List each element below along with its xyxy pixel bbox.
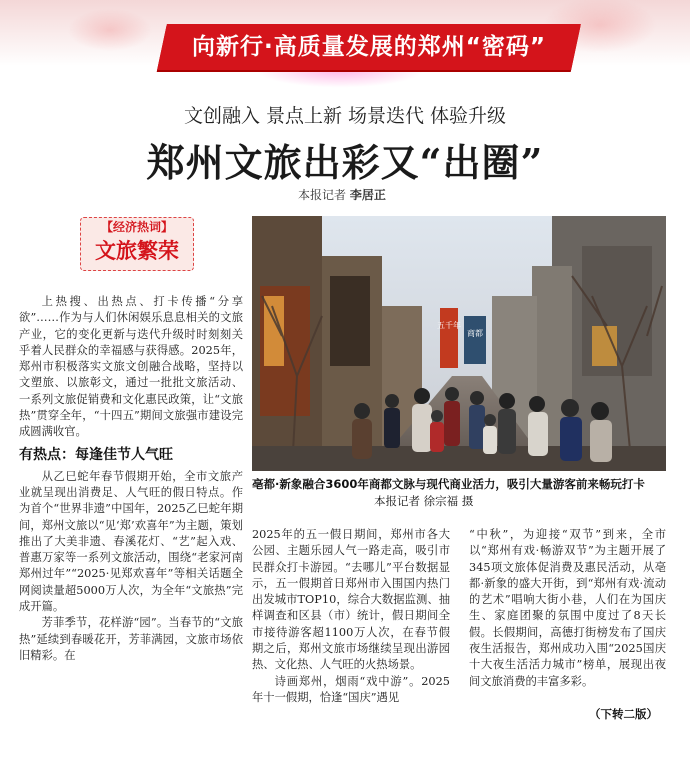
news-photo	[252, 216, 666, 471]
keyword-badge-label: 【经济热词】	[100, 220, 173, 234]
photo-caption	[252, 476, 666, 510]
caption-text: 亳都·新象融合3600年商都文脉与现代商业活力，吸引大量游客前来畅玩打卡	[252, 477, 645, 491]
article-column-1	[19, 294, 243, 664]
article-column-2	[252, 527, 450, 706]
photo-credit: 本报记者 徐宗福 摄	[374, 494, 474, 508]
byline-prefix: 本报记者	[298, 188, 347, 202]
subheadline: 文创融入 景点上新 场景迭代 体验升级	[183, 105, 507, 127]
headline: 郑州文旅出彩又“出圈”	[146, 140, 544, 185]
photo-sign-1: 五千年	[437, 321, 461, 330]
article-column-3	[469, 527, 666, 690]
byline-name: 李居正	[349, 188, 386, 202]
paragraph: 芳菲季节，花样游“园”。当春节的“文旅热”延续到春暖花开，芳菲满园，文旅市场依旧精彩。在	[19, 616, 243, 662]
paragraph: 诗画郑州，烟雨“戏中游”。2025年十一假期，恰逢“国庆”遇见	[252, 674, 450, 704]
paragraph: “中秋”，为迎接“双节”到来，全市以“郑州有戏·畅游双节”为主题开展了345项文旅体促消费及惠民活动，从亳都·新象的盛大开街，到“郑州有戏·流动的艺术”唱响大街小巷，人们在为国庆生、家庭团聚的氛围中度过了8天长假。长假期间，高德打街榜发布了国庆夜生活报告，郑州成功入围“2025国庆十大夜生活活力城市”榜单，展现出夜间文旅消费的丰富多彩。	[469, 528, 666, 688]
banner-title: 向新行·高质量发展的郑州“密码”	[192, 34, 546, 60]
street-scene-illustration	[252, 216, 666, 471]
continued-notice: （下转二版）	[589, 707, 658, 721]
section-heading: 有热点：每逢佳节人气旺	[19, 446, 173, 463]
photo-sign-2: 商都	[467, 329, 483, 338]
paragraph: 2025年的五一假日期间，郑州市各大公园、主题乐园人气一路走高，吸引市民群众打卡游园。“去哪儿”平台数据显示，五一假期首日郑州市入围国内热门出发城市TOP10，综合大数据监测、抽样调查和区县（市）统计，假日期间全市接待游客超1100万人次，在春节假期之后，郑州文旅市场继续呈现出游园热、文化热、人气旺的火热场景。	[252, 528, 450, 672]
keyword-badge-title: 文旅繁荣	[95, 239, 179, 263]
paragraph: 从乙巳蛇年春节假期开始，全市文旅产业就呈现出消费足、人气旺的假日特点。作为首个“世界非遗”中国年，2025乙巳蛇年期间，郑州文旅以“见‘郑’欢喜年”为主题，策划推出了大美非遗、春溪花灯、“艺”起入戏、普惠万家等一系列文旅活动，围绕“老家河南 郑州过年”“2025·见郑欢喜年”等相关话题全网阅读量超5000万人次，为全年“文旅热”完成开篇。	[19, 469, 243, 614]
paragraph: 上热搜、出热点、打卡传播“分享欲”……作为与人们休闲娱乐息息相关的文旅产业，它的变化更新与迭代升级时时刻刻关乎着人民群众的幸福感与获得感。2025年，郑州市积极落实文旅文创融合战略，坚持以文塑旅、以旅彰文，通过一批批文旅活动、一系列文旅促销费和文化惠民政策，让“文旅热”贯穿全年，“十四五”期间文旅强市建设完成圆满收官。	[19, 295, 243, 439]
byline	[298, 186, 386, 203]
